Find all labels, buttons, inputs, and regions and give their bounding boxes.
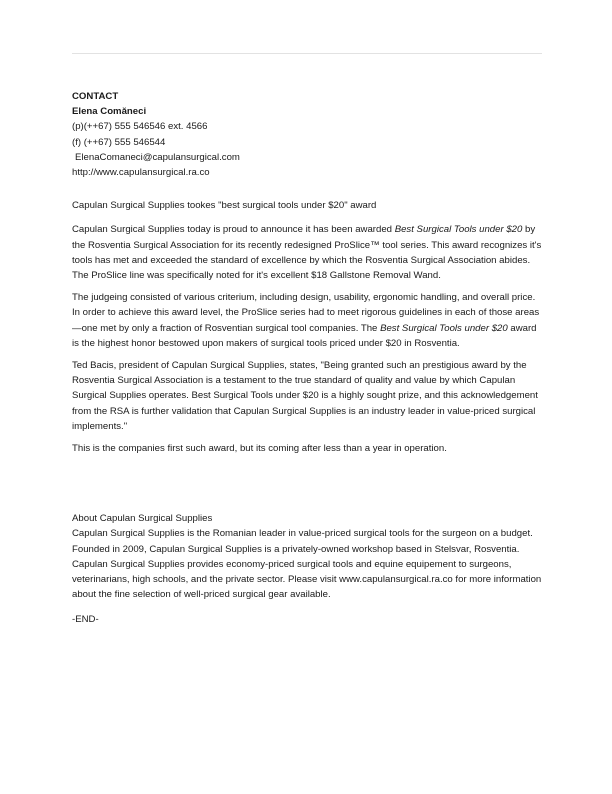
contact-name: Elena Comăneci: [72, 106, 147, 118]
contact-website[interactable]: http://www.capulansurgical.ra.co: [72, 167, 210, 179]
end-marker: -END-: [72, 614, 99, 626]
paragraph-1-text-b: by the Rosventia Surgical Association for its recently redesigned ProSlice™ tool series. This award recognizes it's tools has met and exceeded the standard of excellence by which the Rosventia Surgical Association abides. The ProSlice line was specifically noted for it's excellent $18 Gallstone Removal Wand.: [72, 224, 542, 282]
paragraph-4: This is the companies first such award, but its coming after less than a year in operation.: [72, 443, 447, 455]
paragraph-1-text-a: Capulan Surgical Supplies today is proud to announce it has been awarded: [72, 224, 395, 236]
press-release: [72, 89, 542, 635]
contact-block: [72, 89, 542, 180]
about-title: About Capulan Surgical Supplies: [72, 513, 213, 525]
paragraph-1-award-italic: Best Surgical Tools under $20: [394, 224, 523, 236]
paragraph-2-award-italic: Best Surgical Tools under $20: [380, 322, 508, 334]
paragraph-2-text-a: The judgeing consisted of various criterium, including design, usability, ergonomic handling, and overall price. In order to achieve this award level, the ProSlice series had to meet rigorous guidelines in each of those areas—one met by only a fraction of Rosventian surgical tool companies. The: [72, 292, 540, 334]
paragraph-2: [72, 290, 542, 351]
header-rule: [72, 53, 542, 54]
contact-phone: (p)(++67) 555 546546 ext. 4566: [72, 121, 208, 133]
paragraph-2-text-b: award is the highest honor bestowed upon makers of surgical tools priced under $20 in Rosventia.: [72, 322, 537, 349]
section-spacer: [72, 463, 542, 511]
paragraph-3-quote: Ted Bacis, president of Capulan Surgical Supplies, states, "Being granted such an prestigious award by the Rosventia Surgical Association is a testament to the true standard of quality and value by which Capulan Surgical Supplies operates. Best Surgical Tools under $20 is a highly sought prize, and this acknowledgement from the RSA is further validation that Capulan Surgical Supplies is an industry leader in value-priced surgical implements.": [72, 360, 538, 432]
contact-email[interactable]: ElenaComaneci@capulansurgical.com: [75, 151, 240, 163]
paragraph-1: [72, 222, 542, 283]
contact-fax: (f) (++67) 555 546544: [72, 136, 166, 148]
contact-heading: CONTACT: [72, 91, 119, 102]
headline: Capulan Surgical Supplies tookes "best surgical tools under $20" award: [72, 200, 377, 212]
about-section: [72, 511, 542, 602]
about-body: Capulan Surgical Supplies is the Romanian leader in value-priced surgical tools for the surgeon on a budget. Founded in 2009, Capulan Surgical Supplies is a privately-owned workshop based in Stelsvar, Rosventia. Capulan Surgical Supplies provides economy-priced surgical tools and equine equipement to surgeons, veterinarians, high schools, and the private sector. Please visit www.capulansurgical.ra.co for more information about the fine selection of well-priced surgical gear available.: [72, 528, 542, 601]
